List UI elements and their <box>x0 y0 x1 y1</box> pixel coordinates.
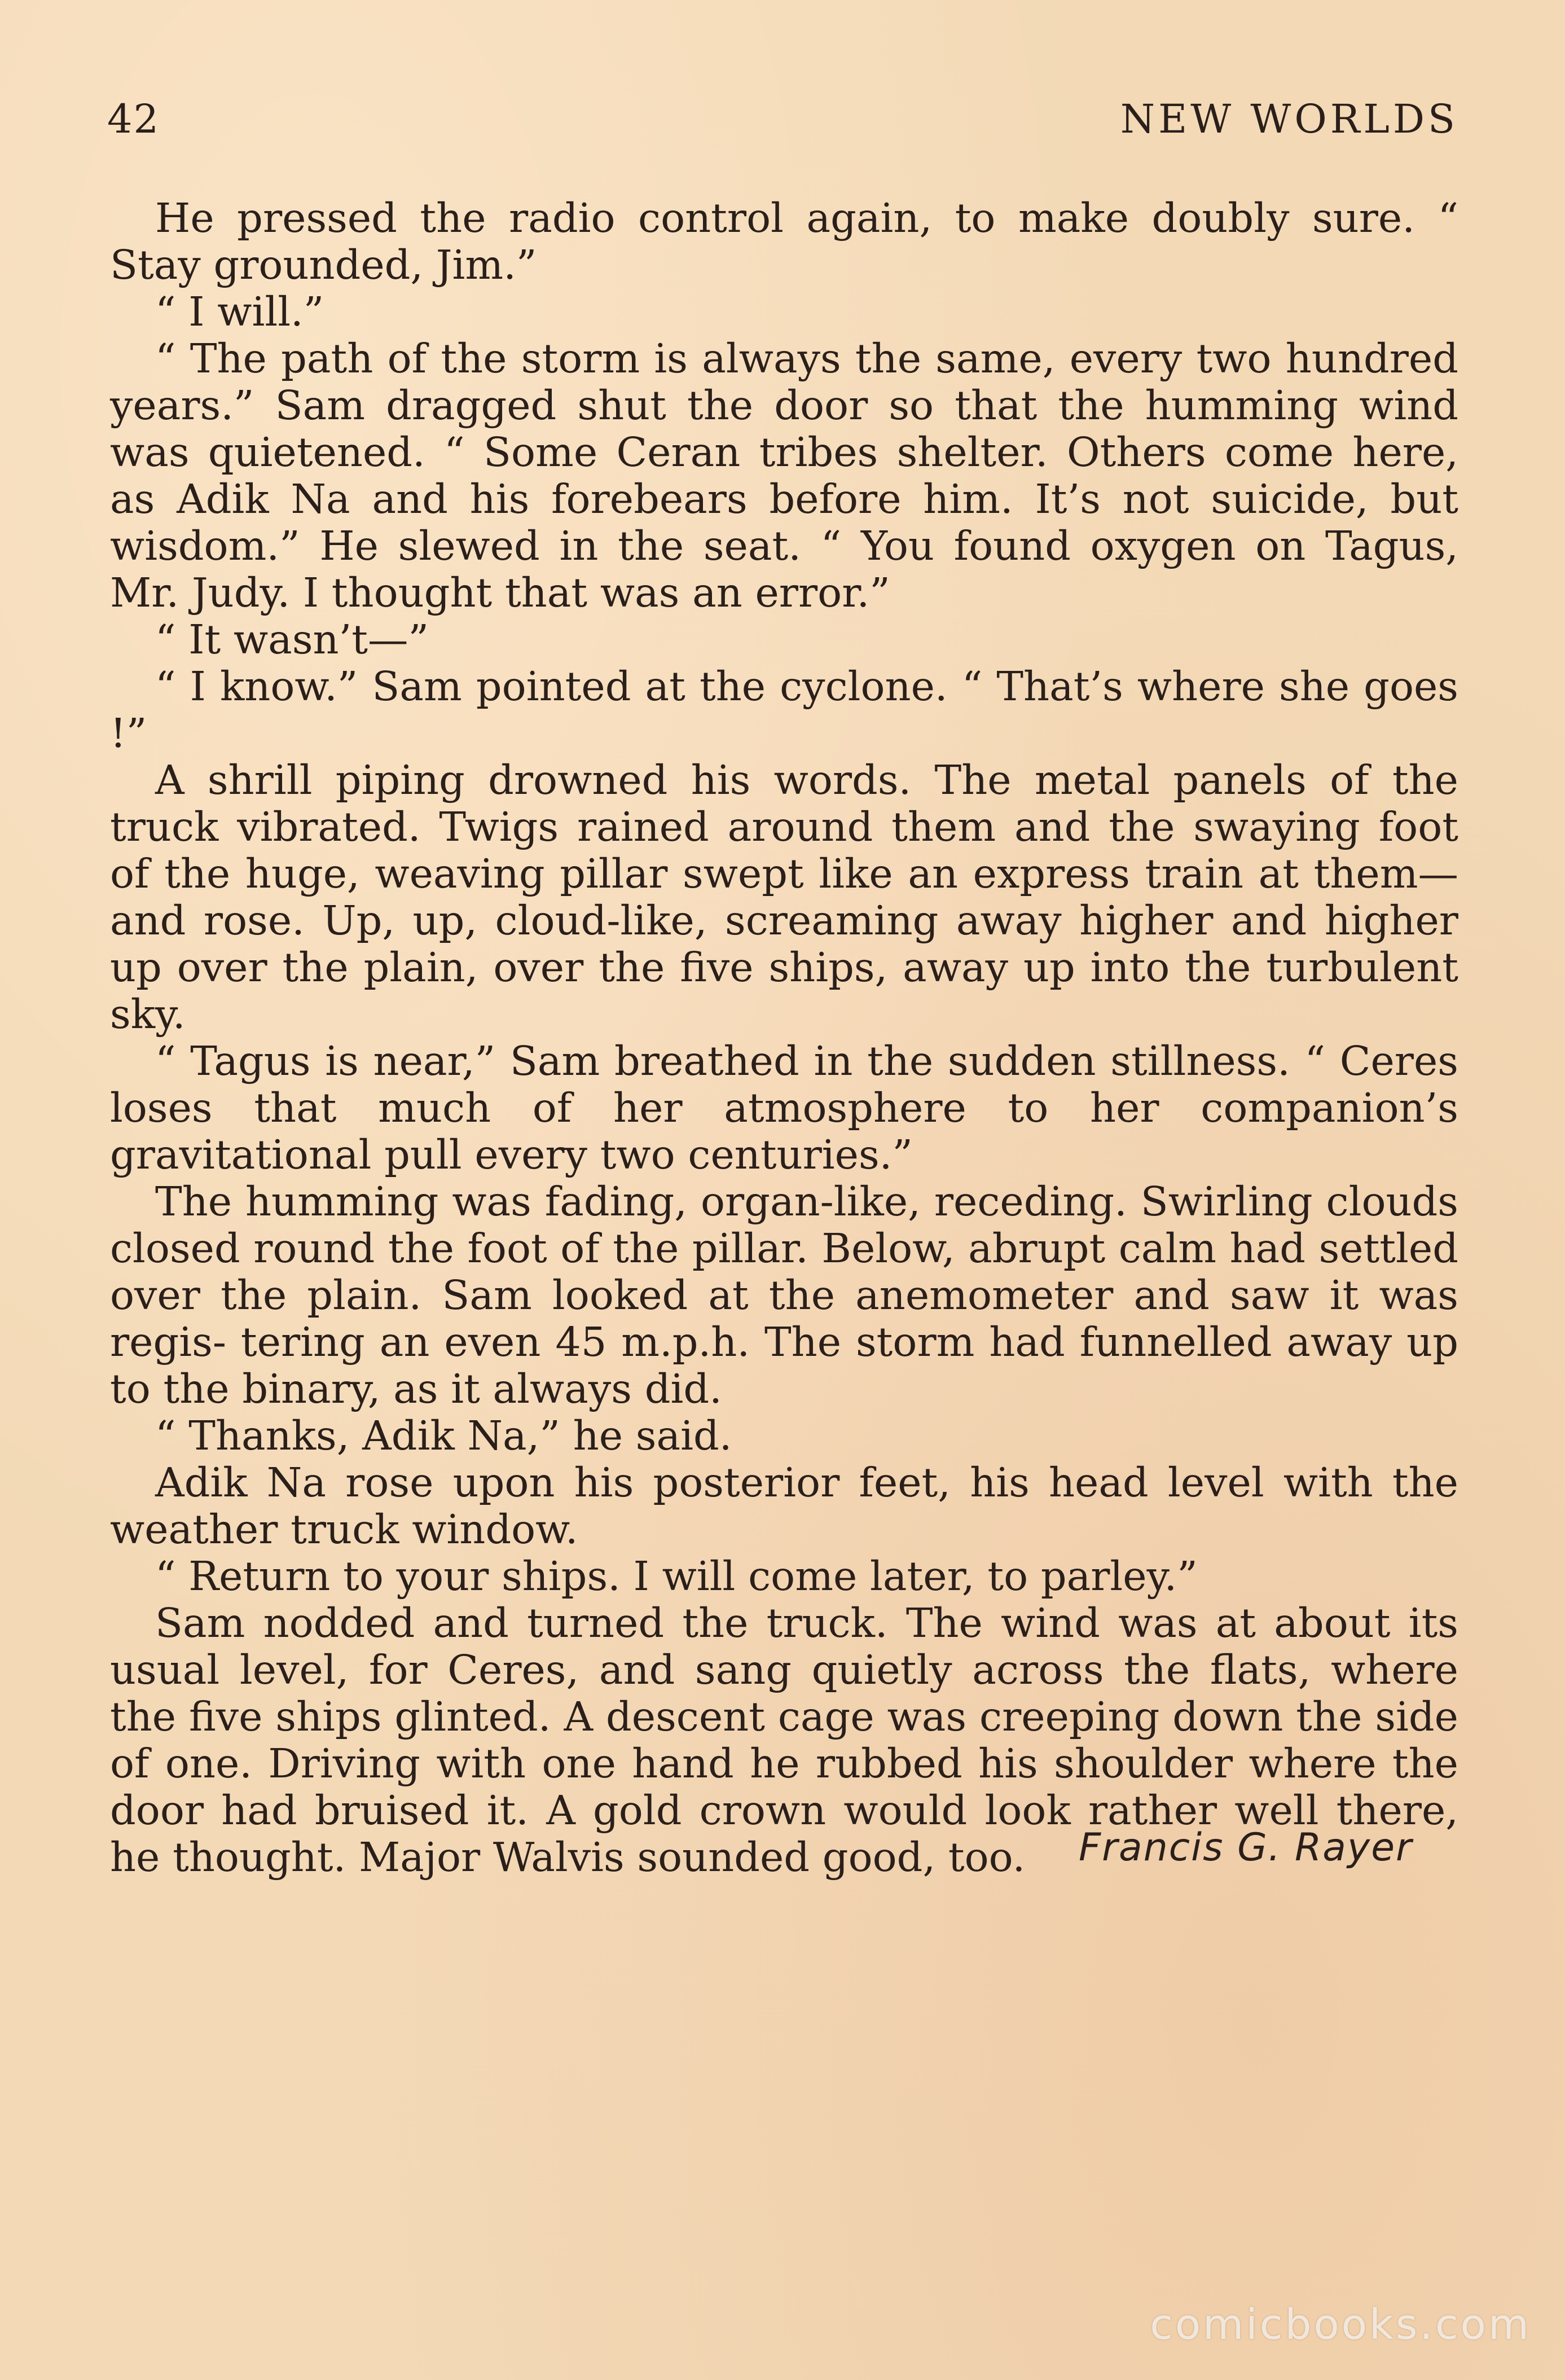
journal-title: NEW WORLDS <box>1120 96 1458 142</box>
story-text <box>110 195 1458 1881</box>
running-head <box>107 96 1458 158</box>
author-byline: Francis G. Rayer <box>1078 1825 1413 1870</box>
paragraph: A shrill piping drowned his words. The metal panels of the truck vibrated. Twigs rained around them and the swaying foot of the huge, weaving pillar swept like an express train at them—and rose. Up, up, cloud-like, screaming away higher and higher up over the plain, over the five ships, away up into the turbulent sky. <box>110 757 1458 1038</box>
paragraph: He pressed the radio control again, to make doubly sure. “ Stay grounded, Jim.” <box>110 195 1458 288</box>
paragraph: “ Return to your ships. I will come later, to parley.” <box>155 1553 1198 1600</box>
paragraph: “ Tagus is near,” Sam breathed in the sudden stillness. “ Ceres loses that much of her atmosphere to her companion’s gravitational pull every two centuries.” <box>110 1038 1458 1178</box>
site-watermark: comicbooks.com <box>1150 2300 1531 2349</box>
paragraph: The humming was fading, organ-like, receding. Swirling clouds closed round the foot of the pillar. Below, abrupt calm had settled over the plain. Sam looked at the anemometer and saw it was regis- tering an even 45 m.p.h. The storm had funnelled away up to the binary, as it always did. <box>110 1178 1458 1412</box>
paragraph: Adik Na rose upon his posterior feet, his head level with the weather truck window. <box>110 1459 1458 1553</box>
paragraph: “ I know.” Sam pointed at the cyclone. “ That’s where she goes !” <box>110 663 1458 757</box>
paragraph: Sam nodded and turned the truck. The wind was at about its usual level, for Ceres, and sang quietly across the flats, where the five ships glinted. A descent cage was creeping down the side of one. Driving with one hand he rubbed his shoulder where the door had bruised it. A gold crown would look rather well there, he thought. Major Walvis sounded good, too. <box>110 1600 1458 1881</box>
paragraph: “ I will.” <box>155 288 324 335</box>
paragraph: “ Thanks, Adik Na,” he said. <box>155 1412 732 1459</box>
page-number: 42 <box>107 96 160 142</box>
paragraph: “ It wasn’t—” <box>155 616 429 663</box>
paragraph: “ The path of the storm is always the same, every two hundred years.” Sam dragged shut the door so that the humming wind was quietened. “ Some Ceran tribes shelter. Others come here, as Adik Na and his forebears before him. It’s not suicide, but wisdom.” He slewed in the seat. “ You found oxygen on Tagus, Mr. Judy. I thought that was an error.” <box>110 335 1458 616</box>
